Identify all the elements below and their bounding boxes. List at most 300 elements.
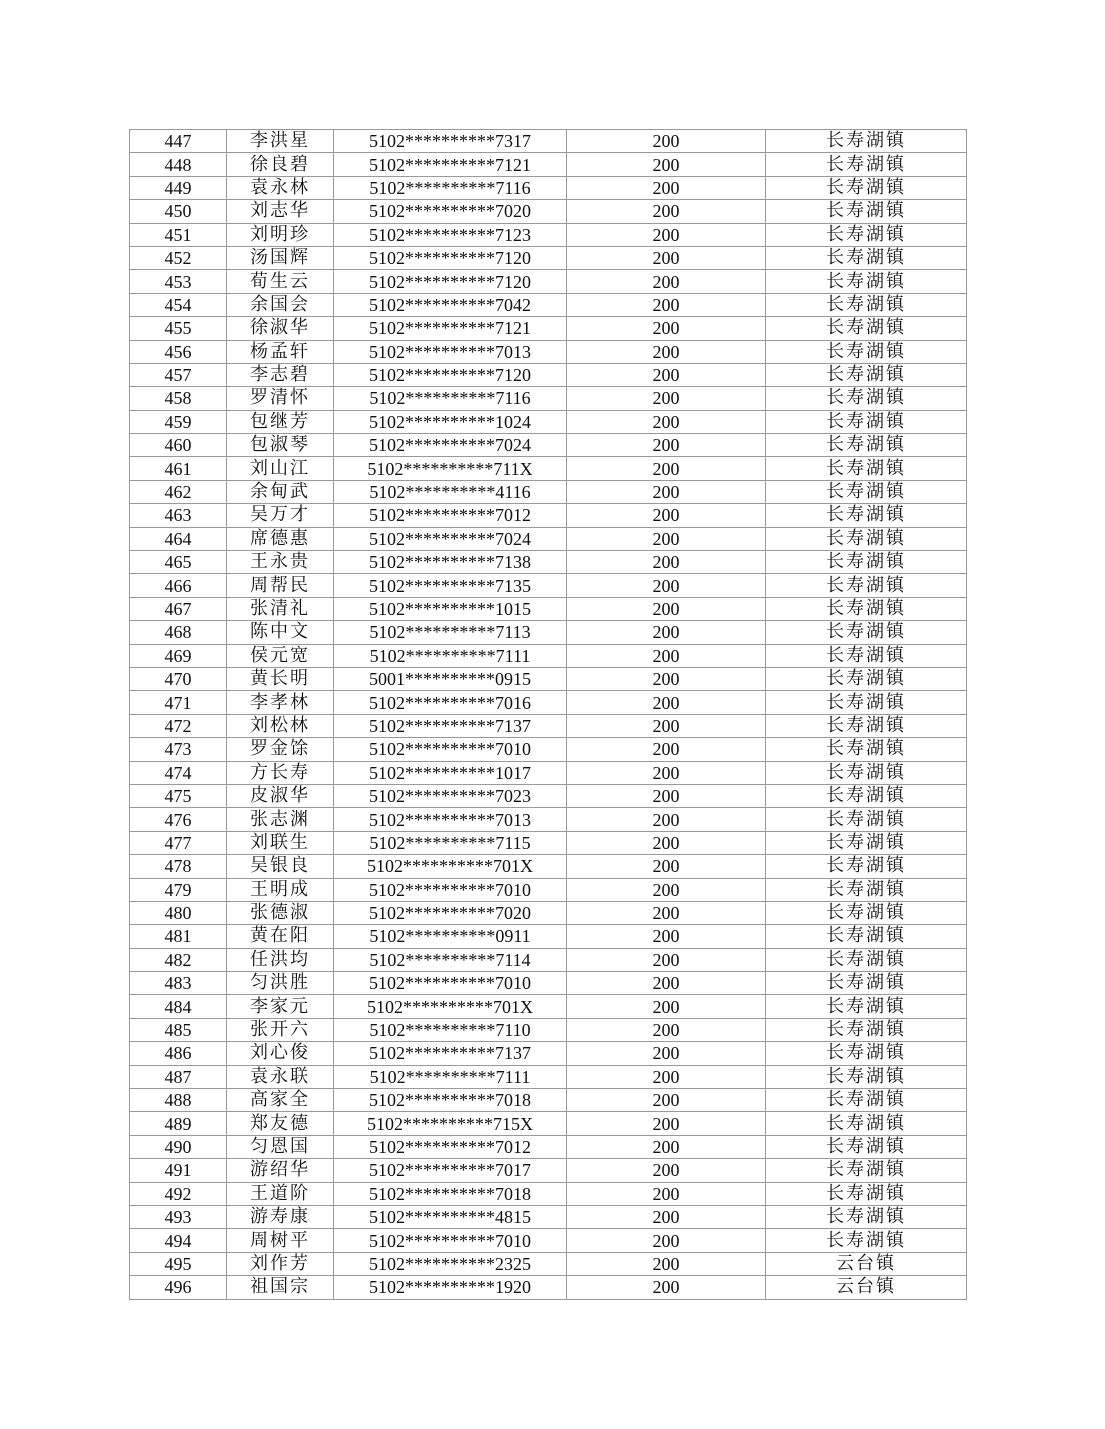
table-row (130, 855, 967, 878)
id-number-cell: 5102**********0911 (334, 925, 567, 948)
row-number-cell: 496 (130, 1276, 227, 1299)
amount-cell: 200 (567, 1042, 766, 1065)
person-name-cell: 张开六 (227, 1018, 334, 1041)
row-number-cell: 461 (130, 457, 227, 480)
id-number-cell: 5102**********7135 (334, 574, 567, 597)
table-row (130, 621, 967, 644)
roster-body (130, 130, 967, 1300)
person-name-cell: 游绍华 (227, 1159, 334, 1182)
person-name-cell: 刘心俊 (227, 1042, 334, 1065)
town-name-cell: 长寿湖镇 (766, 434, 967, 457)
town-name-cell: 长寿湖镇 (766, 340, 967, 363)
town-name-cell: 长寿湖镇 (766, 153, 967, 176)
row-number-cell: 495 (130, 1252, 227, 1275)
person-name-cell: 任洪均 (227, 948, 334, 971)
row-number-cell: 460 (130, 434, 227, 457)
amount-cell: 200 (567, 130, 766, 153)
id-number-cell: 5102**********7023 (334, 784, 567, 807)
row-number-cell: 473 (130, 738, 227, 761)
amount-cell: 200 (567, 1276, 766, 1299)
id-number-cell: 5102**********4116 (334, 480, 567, 503)
amount-cell: 200 (567, 738, 766, 761)
id-number-cell: 5102**********7121 (334, 317, 567, 340)
id-number-cell: 5102**********7018 (334, 1089, 567, 1112)
id-number-cell: 5102**********7020 (334, 200, 567, 223)
id-number-cell: 5102**********7024 (334, 527, 567, 550)
amount-cell: 200 (567, 551, 766, 574)
id-number-cell: 5102**********7116 (334, 176, 567, 199)
table-row (130, 480, 967, 503)
person-name-cell: 汤国辉 (227, 246, 334, 269)
person-name-cell: 徐淑华 (227, 317, 334, 340)
town-name-cell: 长寿湖镇 (766, 855, 967, 878)
person-name-cell: 张志渊 (227, 808, 334, 831)
town-name-cell: 长寿湖镇 (766, 1042, 967, 1065)
person-name-cell: 李家元 (227, 995, 334, 1018)
id-number-cell: 5102**********7016 (334, 691, 567, 714)
id-number-cell: 5102**********7012 (334, 1135, 567, 1158)
person-name-cell: 刘联生 (227, 831, 334, 854)
amount-cell: 200 (567, 410, 766, 433)
town-name-cell: 长寿湖镇 (766, 761, 967, 784)
row-number-cell: 472 (130, 714, 227, 737)
town-name-cell: 长寿湖镇 (766, 1229, 967, 1252)
row-number-cell: 480 (130, 901, 227, 924)
table-row (130, 1135, 967, 1158)
table-row (130, 831, 967, 854)
id-number-cell: 5102**********7138 (334, 551, 567, 574)
row-number-cell: 451 (130, 223, 227, 246)
town-name-cell: 长寿湖镇 (766, 130, 967, 153)
person-name-cell: 刘松林 (227, 714, 334, 737)
person-name-cell: 周帮民 (227, 574, 334, 597)
town-name-cell: 长寿湖镇 (766, 621, 967, 644)
town-name-cell: 长寿湖镇 (766, 551, 967, 574)
id-number-cell: 5102**********7012 (334, 504, 567, 527)
town-name-cell: 长寿湖镇 (766, 293, 967, 316)
table-row (130, 527, 967, 550)
town-name-cell: 长寿湖镇 (766, 1205, 967, 1228)
amount-cell: 200 (567, 153, 766, 176)
amount-cell: 200 (567, 1182, 766, 1205)
table-row (130, 1112, 967, 1135)
amount-cell: 200 (567, 176, 766, 199)
person-name-cell: 杨孟轩 (227, 340, 334, 363)
town-name-cell: 长寿湖镇 (766, 504, 967, 527)
town-name-cell: 长寿湖镇 (766, 480, 967, 503)
row-number-cell: 475 (130, 784, 227, 807)
id-number-cell: 5102**********7116 (334, 387, 567, 410)
id-number-cell: 5102**********7010 (334, 972, 567, 995)
person-name-cell: 袁永林 (227, 176, 334, 199)
amount-cell: 200 (567, 948, 766, 971)
table-row (130, 1182, 967, 1205)
table-row (130, 153, 967, 176)
table-row (130, 878, 967, 901)
row-number-cell: 487 (130, 1065, 227, 1088)
row-number-cell: 462 (130, 480, 227, 503)
table-row (130, 246, 967, 269)
id-number-cell: 5102**********7042 (334, 293, 567, 316)
table-row (130, 691, 967, 714)
row-number-cell: 465 (130, 551, 227, 574)
table-row (130, 761, 967, 784)
table-row (130, 176, 967, 199)
town-name-cell: 长寿湖镇 (766, 948, 967, 971)
id-number-cell: 5102**********7111 (334, 644, 567, 667)
table-row (130, 995, 967, 1018)
table-row (130, 597, 967, 620)
person-name-cell: 刘志华 (227, 200, 334, 223)
amount-cell: 200 (567, 200, 766, 223)
table-row (130, 948, 967, 971)
person-name-cell: 张清礼 (227, 597, 334, 620)
table-row (130, 223, 967, 246)
town-name-cell: 长寿湖镇 (766, 878, 967, 901)
id-number-cell: 5102**********1015 (334, 597, 567, 620)
row-number-cell: 470 (130, 667, 227, 690)
id-number-cell: 5001**********0915 (334, 667, 567, 690)
amount-cell: 200 (567, 340, 766, 363)
table-row (130, 738, 967, 761)
table-row (130, 363, 967, 386)
row-number-cell: 477 (130, 831, 227, 854)
id-number-cell: 5102**********7114 (334, 948, 567, 971)
amount-cell: 200 (567, 293, 766, 316)
amount-cell: 200 (567, 667, 766, 690)
amount-cell: 200 (567, 1065, 766, 1088)
town-name-cell: 长寿湖镇 (766, 714, 967, 737)
id-number-cell: 5102**********7120 (334, 270, 567, 293)
table-row (130, 200, 967, 223)
amount-cell: 200 (567, 808, 766, 831)
row-number-cell: 466 (130, 574, 227, 597)
row-number-cell: 447 (130, 130, 227, 153)
amount-cell: 200 (567, 597, 766, 620)
table-row (130, 1159, 967, 1182)
row-number-cell: 468 (130, 621, 227, 644)
town-name-cell: 长寿湖镇 (766, 1135, 967, 1158)
id-number-cell: 5102**********7111 (334, 1065, 567, 1088)
person-name-cell: 张德淑 (227, 901, 334, 924)
amount-cell: 200 (567, 761, 766, 784)
roster-table (129, 129, 967, 1300)
table-row (130, 1018, 967, 1041)
town-name-cell: 长寿湖镇 (766, 808, 967, 831)
id-number-cell: 5102**********7017 (334, 1159, 567, 1182)
table-row (130, 410, 967, 433)
row-number-cell: 463 (130, 504, 227, 527)
amount-cell: 200 (567, 223, 766, 246)
amount-cell: 200 (567, 714, 766, 737)
amount-cell: 200 (567, 995, 766, 1018)
town-name-cell: 长寿湖镇 (766, 1182, 967, 1205)
person-name-cell: 陈中文 (227, 621, 334, 644)
town-name-cell: 长寿湖镇 (766, 176, 967, 199)
person-name-cell: 郑友德 (227, 1112, 334, 1135)
person-name-cell: 吴银良 (227, 855, 334, 878)
id-number-cell: 5102**********4815 (334, 1205, 567, 1228)
amount-cell: 200 (567, 527, 766, 550)
amount-cell: 200 (567, 925, 766, 948)
town-name-cell: 长寿湖镇 (766, 410, 967, 433)
table-row (130, 457, 967, 480)
row-number-cell: 450 (130, 200, 227, 223)
town-name-cell: 长寿湖镇 (766, 644, 967, 667)
amount-cell: 200 (567, 1135, 766, 1158)
amount-cell: 200 (567, 1205, 766, 1228)
person-name-cell: 匀洪胜 (227, 972, 334, 995)
table-row (130, 644, 967, 667)
table-row (130, 808, 967, 831)
row-number-cell: 478 (130, 855, 227, 878)
amount-cell: 200 (567, 270, 766, 293)
person-name-cell: 罗清怀 (227, 387, 334, 410)
id-number-cell: 5102**********7020 (334, 901, 567, 924)
id-number-cell: 5102**********7113 (334, 621, 567, 644)
amount-cell: 200 (567, 901, 766, 924)
row-number-cell: 483 (130, 972, 227, 995)
town-name-cell: 长寿湖镇 (766, 574, 967, 597)
table-row (130, 972, 967, 995)
row-number-cell: 476 (130, 808, 227, 831)
town-name-cell: 长寿湖镇 (766, 995, 967, 1018)
town-name-cell: 长寿湖镇 (766, 1065, 967, 1088)
table-row (130, 901, 967, 924)
row-number-cell: 474 (130, 761, 227, 784)
id-number-cell: 5102**********7121 (334, 153, 567, 176)
table-row (130, 1229, 967, 1252)
person-name-cell: 李志碧 (227, 363, 334, 386)
id-number-cell: 5102**********701X (334, 995, 567, 1018)
amount-cell: 200 (567, 691, 766, 714)
row-number-cell: 484 (130, 995, 227, 1018)
town-name-cell: 长寿湖镇 (766, 972, 967, 995)
amount-cell: 200 (567, 784, 766, 807)
town-name-cell: 长寿湖镇 (766, 784, 967, 807)
amount-cell: 200 (567, 457, 766, 480)
person-name-cell: 刘作芳 (227, 1252, 334, 1275)
row-number-cell: 489 (130, 1112, 227, 1135)
row-number-cell: 455 (130, 317, 227, 340)
table-row (130, 1205, 967, 1228)
amount-cell: 200 (567, 855, 766, 878)
person-name-cell: 高家全 (227, 1089, 334, 1112)
id-number-cell: 5102**********7024 (334, 434, 567, 457)
town-name-cell: 长寿湖镇 (766, 1159, 967, 1182)
amount-cell: 200 (567, 480, 766, 503)
id-number-cell: 5102**********7137 (334, 1042, 567, 1065)
amount-cell: 200 (567, 621, 766, 644)
town-name-cell: 长寿湖镇 (766, 223, 967, 246)
id-number-cell: 5102**********7120 (334, 246, 567, 269)
town-name-cell: 长寿湖镇 (766, 270, 967, 293)
town-name-cell: 长寿湖镇 (766, 691, 967, 714)
amount-cell: 200 (567, 1229, 766, 1252)
row-number-cell: 469 (130, 644, 227, 667)
id-number-cell: 5102**********7010 (334, 1229, 567, 1252)
person-name-cell: 吴万才 (227, 504, 334, 527)
row-number-cell: 494 (130, 1229, 227, 1252)
person-name-cell: 余国会 (227, 293, 334, 316)
row-number-cell: 464 (130, 527, 227, 550)
town-name-cell: 长寿湖镇 (766, 527, 967, 550)
person-name-cell: 李孝林 (227, 691, 334, 714)
row-number-cell: 481 (130, 925, 227, 948)
person-name-cell: 王明成 (227, 878, 334, 901)
person-name-cell: 黄在阳 (227, 925, 334, 948)
town-name-cell: 长寿湖镇 (766, 387, 967, 410)
table-row (130, 1252, 967, 1275)
id-number-cell: 5102**********1024 (334, 410, 567, 433)
person-name-cell: 匀恩国 (227, 1135, 334, 1158)
table-row (130, 714, 967, 737)
town-name-cell: 长寿湖镇 (766, 597, 967, 620)
town-name-cell: 云台镇 (766, 1252, 967, 1275)
table-row (130, 434, 967, 457)
row-number-cell: 456 (130, 340, 227, 363)
row-number-cell: 482 (130, 948, 227, 971)
row-number-cell: 492 (130, 1182, 227, 1205)
id-number-cell: 5102**********7137 (334, 714, 567, 737)
table-row (130, 340, 967, 363)
id-number-cell: 5102**********7120 (334, 363, 567, 386)
table-row (130, 504, 967, 527)
id-number-cell: 5102**********7010 (334, 738, 567, 761)
table-row (130, 130, 967, 153)
amount-cell: 200 (567, 644, 766, 667)
person-name-cell: 祖国宗 (227, 1276, 334, 1299)
row-number-cell: 488 (130, 1089, 227, 1112)
table-row (130, 317, 967, 340)
town-name-cell: 长寿湖镇 (766, 901, 967, 924)
town-name-cell: 长寿湖镇 (766, 1018, 967, 1041)
id-number-cell: 5102**********2325 (334, 1252, 567, 1275)
town-name-cell: 长寿湖镇 (766, 363, 967, 386)
person-name-cell: 席德惠 (227, 527, 334, 550)
id-number-cell: 5102**********7018 (334, 1182, 567, 1205)
row-number-cell: 452 (130, 246, 227, 269)
amount-cell: 200 (567, 972, 766, 995)
id-number-cell: 5102**********7115 (334, 831, 567, 854)
row-number-cell: 453 (130, 270, 227, 293)
town-name-cell: 长寿湖镇 (766, 317, 967, 340)
town-name-cell: 长寿湖镇 (766, 925, 967, 948)
person-name-cell: 徐良碧 (227, 153, 334, 176)
row-number-cell: 467 (130, 597, 227, 620)
person-name-cell: 罗金馀 (227, 738, 334, 761)
amount-cell: 200 (567, 1112, 766, 1135)
id-number-cell: 5102**********715X (334, 1112, 567, 1135)
amount-cell: 200 (567, 831, 766, 854)
amount-cell: 200 (567, 878, 766, 901)
amount-cell: 200 (567, 1252, 766, 1275)
row-number-cell: 448 (130, 153, 227, 176)
id-number-cell: 5102**********1920 (334, 1276, 567, 1299)
person-name-cell: 刘山江 (227, 457, 334, 480)
table-row (130, 925, 967, 948)
id-number-cell: 5102**********7123 (334, 223, 567, 246)
town-name-cell: 长寿湖镇 (766, 831, 967, 854)
town-name-cell: 长寿湖镇 (766, 1112, 967, 1135)
amount-cell: 200 (567, 1089, 766, 1112)
row-number-cell: 485 (130, 1018, 227, 1041)
table-row (130, 1276, 967, 1299)
amount-cell: 200 (567, 246, 766, 269)
town-name-cell: 长寿湖镇 (766, 246, 967, 269)
town-name-cell: 长寿湖镇 (766, 738, 967, 761)
person-name-cell: 刘明珍 (227, 223, 334, 246)
person-name-cell: 游寿康 (227, 1205, 334, 1228)
table-row (130, 784, 967, 807)
town-name-cell: 长寿湖镇 (766, 457, 967, 480)
table-row (130, 270, 967, 293)
table-row (130, 293, 967, 316)
amount-cell: 200 (567, 387, 766, 410)
table-row (130, 574, 967, 597)
id-number-cell: 5102**********7110 (334, 1018, 567, 1041)
table-row (130, 1065, 967, 1088)
table-row (130, 1042, 967, 1065)
id-number-cell: 5102**********711X (334, 457, 567, 480)
table-row (130, 551, 967, 574)
person-name-cell: 黄长明 (227, 667, 334, 690)
amount-cell: 200 (567, 363, 766, 386)
town-name-cell: 长寿湖镇 (766, 667, 967, 690)
person-name-cell: 余甸武 (227, 480, 334, 503)
person-name-cell: 李洪星 (227, 130, 334, 153)
table-row (130, 1089, 967, 1112)
person-name-cell: 皮淑华 (227, 784, 334, 807)
row-number-cell: 471 (130, 691, 227, 714)
row-number-cell: 486 (130, 1042, 227, 1065)
person-name-cell: 方长寿 (227, 761, 334, 784)
person-name-cell: 侯元宽 (227, 644, 334, 667)
id-number-cell: 5102**********7013 (334, 340, 567, 363)
row-number-cell: 479 (130, 878, 227, 901)
person-name-cell: 王永贵 (227, 551, 334, 574)
amount-cell: 200 (567, 317, 766, 340)
person-name-cell: 袁永联 (227, 1065, 334, 1088)
amount-cell: 200 (567, 504, 766, 527)
person-name-cell: 周树平 (227, 1229, 334, 1252)
town-name-cell: 云台镇 (766, 1276, 967, 1299)
id-number-cell: 5102**********1017 (334, 761, 567, 784)
row-number-cell: 457 (130, 363, 227, 386)
town-name-cell: 长寿湖镇 (766, 200, 967, 223)
person-name-cell: 包淑琴 (227, 434, 334, 457)
amount-cell: 200 (567, 1018, 766, 1041)
amount-cell: 200 (567, 434, 766, 457)
amount-cell: 200 (567, 1159, 766, 1182)
person-name-cell: 包继芳 (227, 410, 334, 433)
amount-cell: 200 (567, 574, 766, 597)
id-number-cell: 5102**********7013 (334, 808, 567, 831)
row-number-cell: 459 (130, 410, 227, 433)
table-row (130, 667, 967, 690)
row-number-cell: 491 (130, 1159, 227, 1182)
row-number-cell: 493 (130, 1205, 227, 1228)
id-number-cell: 5102**********7010 (334, 878, 567, 901)
row-number-cell: 454 (130, 293, 227, 316)
person-name-cell: 荀生云 (227, 270, 334, 293)
row-number-cell: 490 (130, 1135, 227, 1158)
person-name-cell: 王道阶 (227, 1182, 334, 1205)
id-number-cell: 5102**********701X (334, 855, 567, 878)
row-number-cell: 458 (130, 387, 227, 410)
row-number-cell: 449 (130, 176, 227, 199)
town-name-cell: 长寿湖镇 (766, 1089, 967, 1112)
